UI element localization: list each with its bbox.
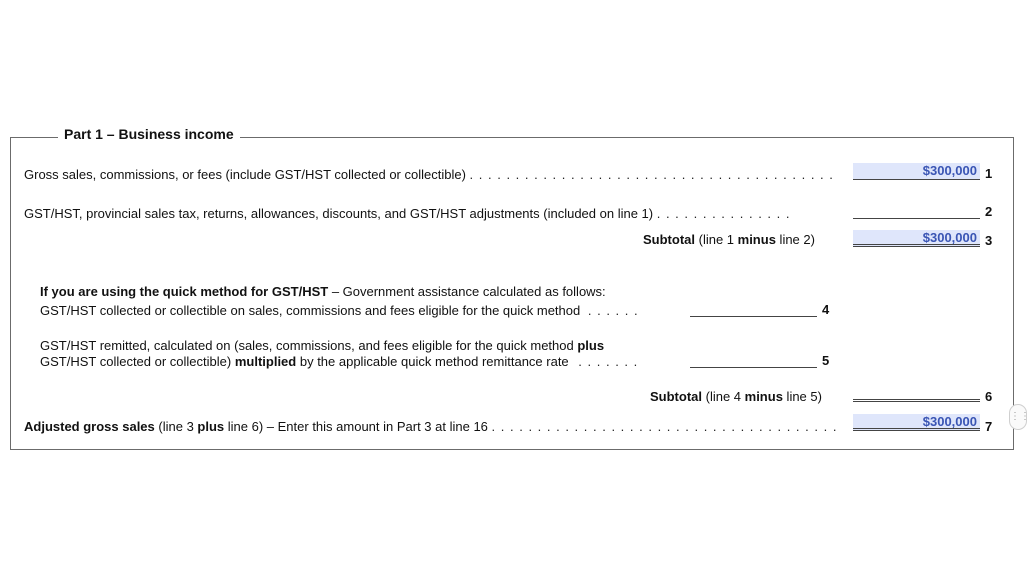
line7-label-a: (line 3 xyxy=(154,419,198,434)
line6-label-b: line 5) xyxy=(782,389,822,404)
line6-label-row xyxy=(650,389,822,404)
line6-subtotal-field[interactable] xyxy=(853,385,980,402)
line2-leader: . . . . . . . . . . . . . . . xyxy=(656,206,791,221)
line2-number: 2 xyxy=(985,204,993,219)
line3-label-a: (line 1 xyxy=(695,232,738,247)
line6-label-bold: Subtotal xyxy=(650,389,702,404)
line3-label-b: line 2) xyxy=(775,232,815,247)
line4-leader: . . . . . . xyxy=(587,303,639,318)
line1-label: Gross sales, commissions, or fees (include GST/HST collected or collectible) xyxy=(24,167,466,182)
line4-label-row xyxy=(40,303,639,318)
line5-number: 5 xyxy=(822,353,830,368)
drag-handle-icon[interactable]: ⋮⋮ xyxy=(1009,404,1027,430)
line7-number: 7 xyxy=(985,419,993,434)
line1-number: 1 xyxy=(985,166,993,181)
quick-heading-bold: If you are using the quick method for GST/HST xyxy=(40,284,329,299)
line3-label-bold2: minus xyxy=(737,232,776,247)
line5-label-c: by the applicable quick method remittance rate xyxy=(296,354,569,369)
line3-number: 3 xyxy=(985,233,993,248)
quick-heading-rest: – Government assistance calculated as follows: xyxy=(328,284,606,299)
line4-amount-field[interactable] xyxy=(690,300,817,317)
quick-method-heading xyxy=(40,284,606,299)
line5-label-row-1 xyxy=(40,338,604,353)
line3-label-bold: Subtotal xyxy=(643,232,695,247)
line6-number: 6 xyxy=(985,389,993,404)
line5-amount-field[interactable] xyxy=(690,351,817,368)
line2-amount-field[interactable] xyxy=(853,202,980,219)
line6-label-a: (line 4 xyxy=(702,389,745,404)
line3-label-row xyxy=(643,232,815,247)
line3-subtotal-field[interactable]: $300,000 xyxy=(853,230,980,247)
section-title: Part 1 – Business income xyxy=(58,126,240,142)
line4-number: 4 xyxy=(822,302,830,317)
line7-adjusted-gross-field[interactable]: $300,000 xyxy=(853,414,980,431)
line7-label-bold2: plus xyxy=(197,419,225,434)
line5-label-bold2: multiplied xyxy=(234,354,297,369)
line1-leader: . . . . . . . . . . . . . . . . . . . . . . . . . . . . . . . . . . . . . . . . xyxy=(469,167,834,182)
line1-label-row xyxy=(24,167,834,182)
line4-label: GST/HST collected or collectible on sales, commissions and fees eligible for the quick method xyxy=(40,303,581,318)
line5-label-b: GST/HST collected or collectible) xyxy=(40,354,235,369)
line7-label-bold: Adjusted gross sales xyxy=(24,419,155,434)
line6-label-bold2: minus xyxy=(744,389,783,404)
line2-label-row xyxy=(24,206,790,221)
line7-leader: . . . . . . . . . . . . . . . . . . . . . . . . . . . . . . . . . . . . . . xyxy=(491,419,838,434)
line7-label-row xyxy=(24,419,837,434)
line7-label-b: line 6) – Enter this amount in Part 3 at line 16 xyxy=(224,419,488,434)
line5-label-row-2 xyxy=(40,354,638,369)
line5-leader: . . . . . . . xyxy=(578,354,639,369)
line1-amount-field[interactable]: $300,000 xyxy=(853,163,980,180)
line2-label: GST/HST, provincial sales tax, returns, allowances, discounts, and GST/HST adjustments (included on line 1) xyxy=(24,206,654,221)
line5-label-a: GST/HST remitted, calculated on (sales, commissions, and fees eligible for the quick method xyxy=(40,338,578,353)
line5-label-bold: plus xyxy=(577,338,605,353)
